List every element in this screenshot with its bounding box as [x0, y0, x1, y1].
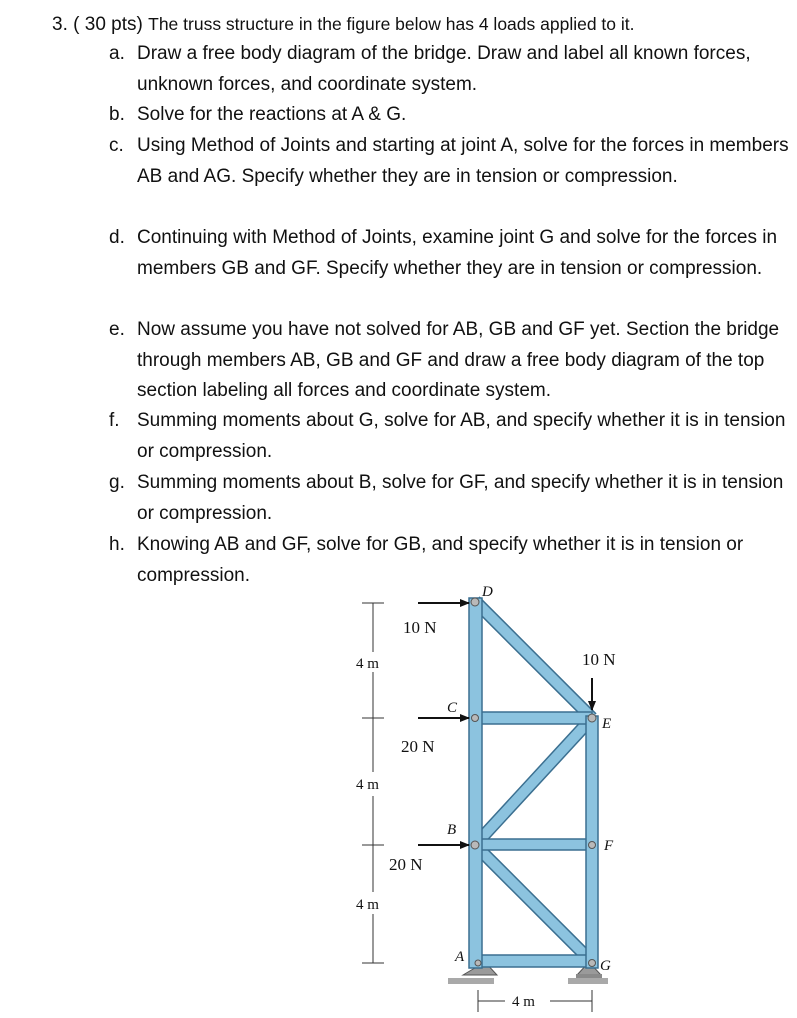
- pin-g: [589, 960, 596, 967]
- member-ce: [475, 712, 592, 724]
- part-letter: d.: [109, 227, 125, 248]
- part-text: Solve for the reactions at A & G.: [137, 104, 407, 125]
- joint-label-b: B: [447, 822, 457, 838]
- pin-d: [471, 598, 479, 606]
- part-e: [109, 315, 789, 407]
- joint-label-g: G: [600, 958, 611, 974]
- part-letter: a.: [109, 43, 125, 64]
- pin-b: [471, 841, 479, 849]
- member-left-vertical: [469, 598, 482, 968]
- part-text: Continuing with Method of Joints, examine joint G and solve for the forces in members GB and GF. Specify whether they are in tension or compression.: [137, 227, 778, 279]
- part-text: Knowing AB and GF, solve for GB, and specify whether it is in tension or compression.: [137, 534, 744, 586]
- pin-a: [475, 960, 481, 966]
- truss-figure: [340, 582, 670, 1016]
- member-eb-fill: [475, 718, 592, 845]
- part-g: [109, 468, 789, 529]
- dim-label-bot: 4 m: [356, 897, 379, 913]
- dim-label-mid: 4 m: [356, 777, 379, 793]
- load-label-top: 10 N: [403, 618, 437, 637]
- dim-label-width: 4 m: [512, 994, 535, 1010]
- member-bf: [475, 839, 592, 850]
- part-b: [109, 100, 789, 131]
- pin-e: [588, 714, 596, 722]
- part-letter: f.: [109, 410, 120, 431]
- problem-points: ( 30 pts): [73, 14, 143, 35]
- member-ag: [475, 955, 592, 967]
- part-c: [109, 131, 789, 192]
- part-text: Draw a free body diagram of the bridge. Draw and label all known forces, unknown forces, and coordinate system.: [137, 43, 751, 95]
- joint-label-c: C: [447, 700, 458, 716]
- joint-label-e: E: [602, 716, 612, 732]
- dim-label-top: 4 m: [356, 656, 379, 672]
- member-de-fill: [475, 601, 592, 718]
- part-letter: g.: [109, 472, 125, 493]
- ground-hatch-right: [568, 978, 608, 984]
- truss-diagonals-fill: [475, 601, 592, 962]
- part-d: [109, 223, 789, 284]
- joint-label-f: F: [604, 838, 614, 854]
- part-letter: e.: [109, 319, 125, 340]
- truss-horizontals: [475, 712, 592, 967]
- joint-label-a: A: [455, 949, 465, 965]
- member-bg-fill: [475, 845, 592, 962]
- joint-label-d: D: [482, 584, 493, 600]
- problem-header: [52, 12, 782, 37]
- problem-number: 3.: [52, 14, 68, 35]
- part-letter: h.: [109, 534, 125, 555]
- part-letter: b.: [109, 104, 125, 125]
- problem-intro: The truss structure in the figure below has 4 loads applied to it.: [148, 14, 635, 34]
- part-text: Summing moments about B, solve for GF, and specify whether it is in tension or compression.: [137, 472, 784, 524]
- roller-base-g: [576, 974, 602, 978]
- part-text: Using Method of Joints and starting at joint A, solve for the forces in members AB and AG. Specify whether they are in tension or compression.: [137, 135, 789, 187]
- pin-c: [472, 715, 479, 722]
- load-label-middle: 20 N: [401, 737, 435, 756]
- part-f: [109, 406, 789, 467]
- ground-hatch-left: [448, 978, 494, 984]
- part-a: [109, 39, 789, 100]
- part-letter: c.: [109, 135, 124, 156]
- pin-f: [589, 842, 596, 849]
- load-label-e: 10 N: [582, 650, 616, 669]
- part-text: Summing moments about G, solve for AB, and specify whether it is in tension or compression.: [137, 410, 786, 462]
- load-label-bottom: 20 N: [389, 855, 423, 874]
- part-text: Now assume you have not solved for AB, GB and GF yet. Section the bridge through members AB, GB and GF and draw a free body diagram of the top section labeling all forces and coordinate system.: [137, 319, 780, 401]
